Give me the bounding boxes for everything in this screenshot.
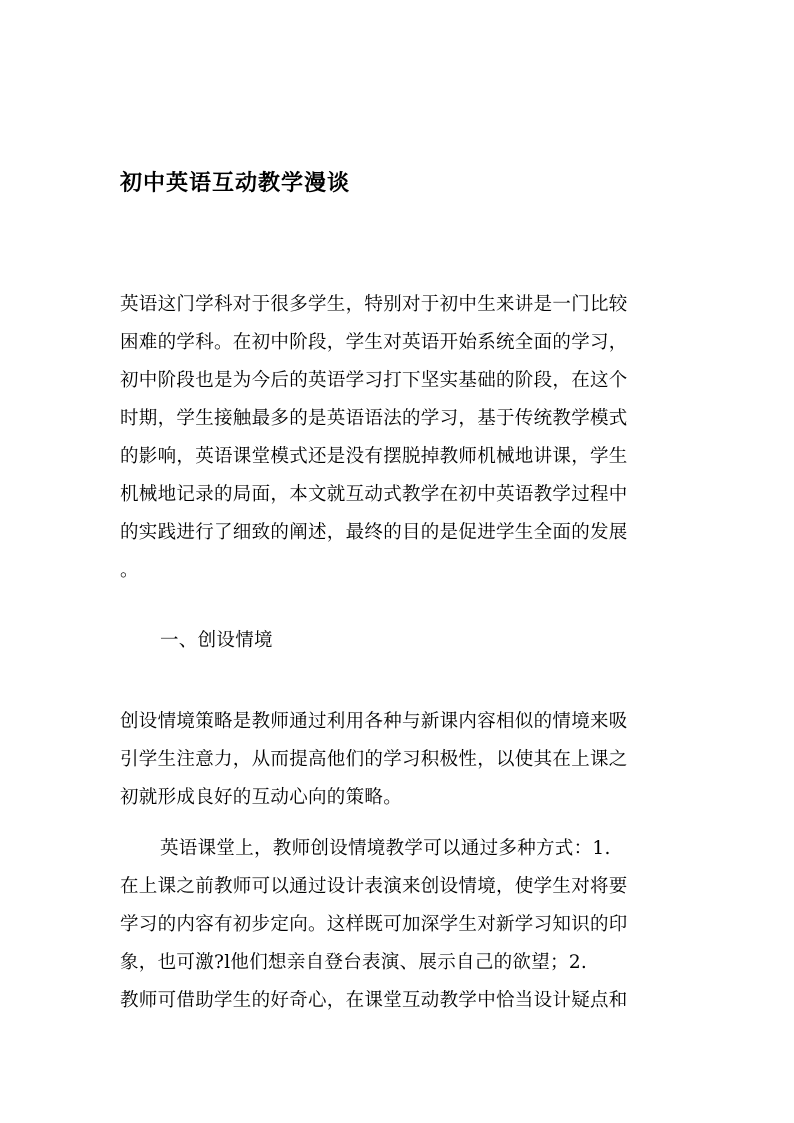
intro-line: 。: [120, 560, 139, 581]
paragraph-line: 引学生注意力，从而提高他们的学习积极性，以使其在上课之: [120, 749, 628, 770]
paragraph-line: 英语课堂上，教师创设情境教学可以通过多种方式：1.: [160, 838, 611, 859]
paragraph-line: 在上课之前教师可以通过设计表演来创设情境，使学生对将要: [120, 876, 628, 897]
paragraph-line: 创设情境策略是教师通过利用各种与新课内容相似的情境来吸: [120, 711, 628, 732]
document-title: 初中英语互动教学漫谈: [120, 170, 351, 196]
intro-line: 的实践进行了细致的阐述，最终的目的是促进学生全面的发展: [120, 522, 628, 543]
section-heading: 一、创设情境: [160, 630, 273, 651]
intro-line: 机械地记录的局面，本文就互动式教学在初中英语教学过程中: [120, 484, 628, 505]
paragraph-line: 象，也可激?l他们想亲自登台表演、展示自己的欲望；2.: [120, 952, 588, 973]
intro-line: 时期，学生接触最多的是英语语法的学习，基于传统教学模式: [120, 408, 628, 429]
intro-line: 的影响，英语课堂模式还是没有摆脱掉教师机械地讲课，学生: [120, 446, 628, 467]
intro-line: 困难的学科。在初中阶段，学生对英语开始系统全面的学习，: [120, 332, 628, 353]
intro-line: 初中阶段也是为今后的英语学习打下坚实基础的阶段，在这个: [120, 370, 628, 391]
paragraph-line: 初就形成良好的互动心向的策略。: [120, 787, 403, 808]
paragraph-line: 教师可借助学生的好奇心，在课堂互动教学中恰当设计疑点和: [120, 990, 628, 1011]
paragraph-line: 学习的内容有初步定向。这样既可加深学生对新学习知识的印: [120, 914, 628, 935]
intro-line: 英语这门学科对于很多学生，特别对于初中生来讲是一门比较: [120, 294, 628, 315]
